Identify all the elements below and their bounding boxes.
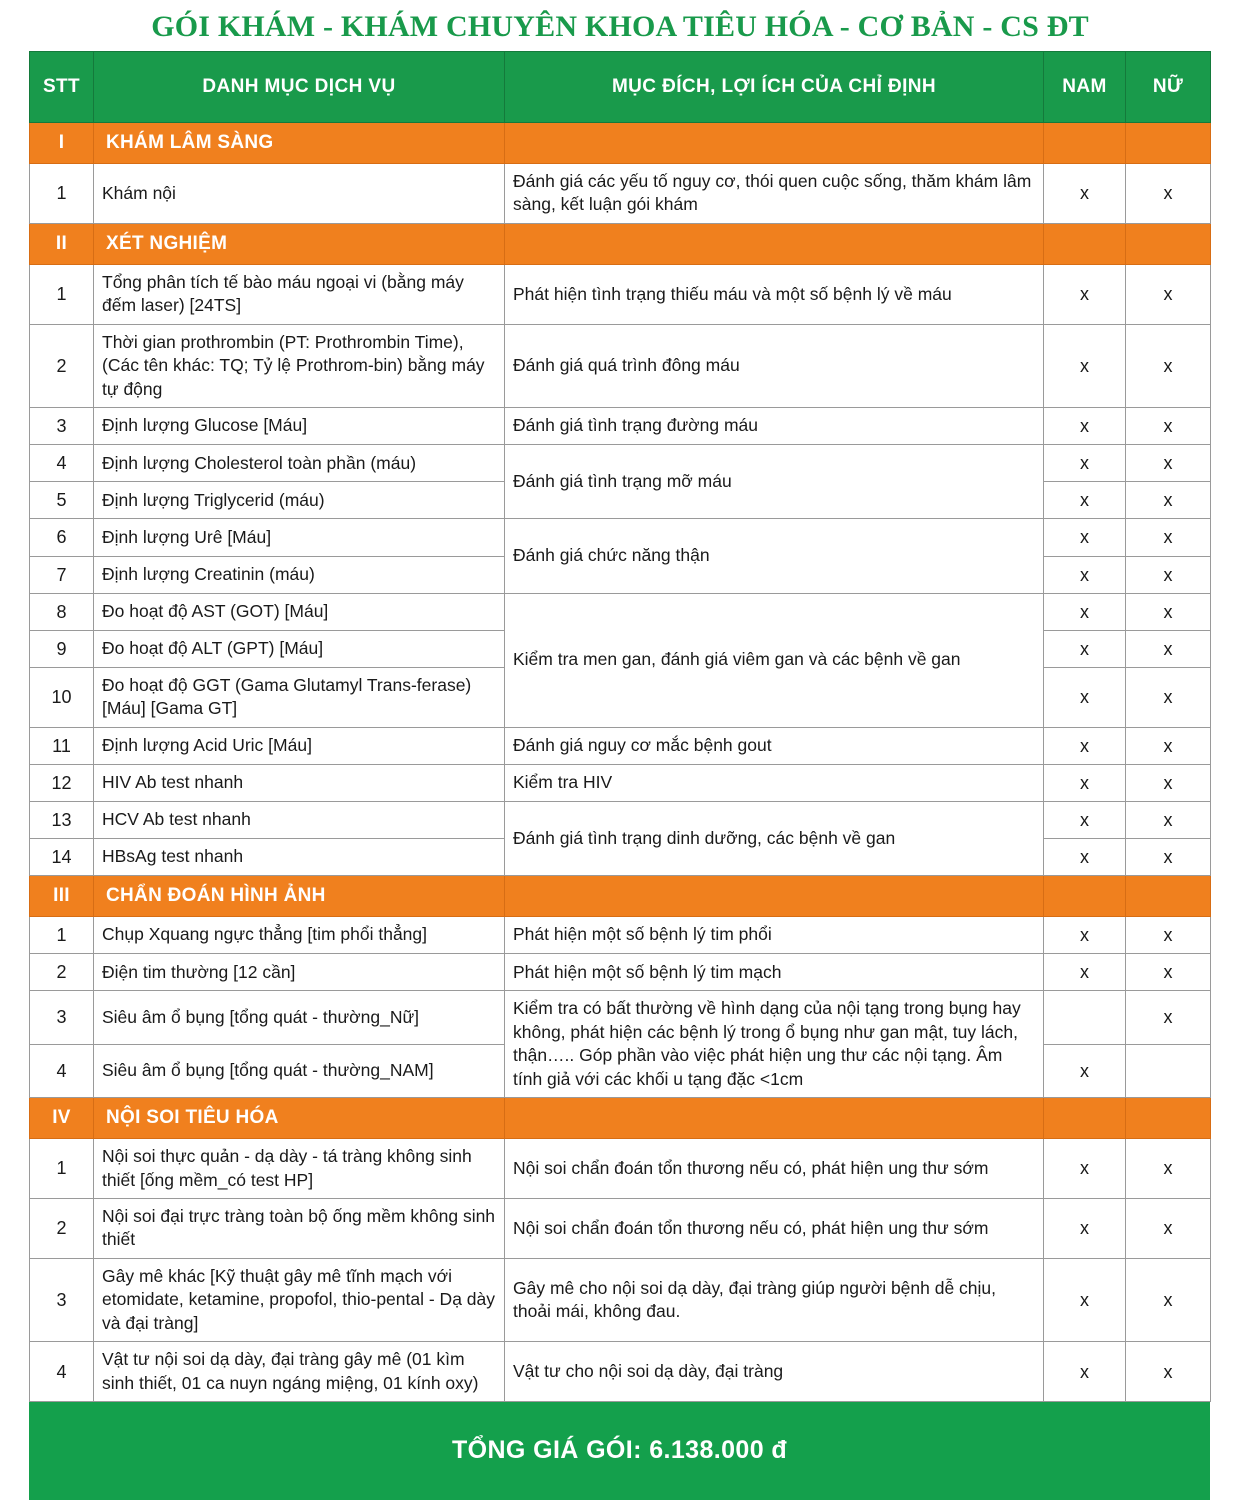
row-index-cell: 13 [30, 801, 94, 838]
service-name-cell: HCV Ab test nhanh [94, 801, 505, 838]
column-header-service: DANH MỤC DỊCH VỤ [94, 52, 505, 123]
female-mark-cell: x [1126, 917, 1211, 954]
service-name-cell: HBsAg test nhanh [94, 839, 505, 876]
section-numeral: III [30, 876, 94, 917]
row-index-cell: 12 [30, 764, 94, 801]
male-mark-cell: x [1044, 482, 1126, 519]
service-name-cell: Siêu âm ổ bụng [tổng quát - thường_NAM] [94, 1044, 505, 1097]
row-index-cell: 8 [30, 593, 94, 630]
row-index-cell: 2 [30, 1198, 94, 1258]
purpose-cell: Đánh giá nguy cơ mắc bệnh gout [505, 727, 1044, 764]
table-row [30, 764, 1211, 801]
female-mark-cell: x [1126, 1258, 1211, 1341]
female-mark-cell: x [1126, 954, 1211, 991]
male-mark-cell: x [1044, 324, 1126, 407]
section-male-spacer [1044, 876, 1126, 917]
female-mark-cell: x [1126, 556, 1211, 593]
section-male-spacer [1044, 223, 1126, 264]
row-index-cell: 1 [30, 264, 94, 324]
row-index-cell: 9 [30, 630, 94, 667]
female-mark-cell: x [1126, 264, 1211, 324]
table-row [30, 445, 1211, 482]
female-mark-cell: x [1126, 1342, 1211, 1402]
column-header-purpose: MỤC ĐÍCH, LỢI ÍCH CỦA CHỈ ĐỊNH [505, 52, 1044, 123]
row-index-cell: 3 [30, 408, 94, 445]
male-mark-cell: x [1044, 954, 1126, 991]
service-name-cell: HIV Ab test nhanh [94, 764, 505, 801]
package-table [29, 51, 1211, 1402]
row-index-cell: 4 [30, 445, 94, 482]
female-mark-cell: x [1126, 727, 1211, 764]
table-row [30, 1139, 1211, 1199]
purpose-cell: Đánh giá chức năng thận [505, 519, 1044, 593]
female-mark-cell: x [1126, 1139, 1211, 1199]
section-female-spacer [1126, 876, 1211, 917]
section-label: KHÁM LÂM SÀNG [94, 123, 505, 164]
female-mark-cell: x [1126, 164, 1211, 224]
section-header-row [30, 1098, 1211, 1139]
row-index-cell: 4 [30, 1342, 94, 1402]
male-mark-cell: x [1044, 1342, 1126, 1402]
column-header-stt: STT [30, 52, 94, 123]
purpose-cell: Nội soi chẩn đoán tổn thương nếu có, phát hiện ung thư sớm [505, 1198, 1044, 1258]
purpose-cell: Vật tư cho nội soi dạ dày, đại tràng [505, 1342, 1044, 1402]
service-name-cell: Khám nội [94, 164, 505, 224]
row-index-cell: 11 [30, 727, 94, 764]
service-name-cell: Điện tim thường [12 cần] [94, 954, 505, 991]
service-name-cell: Nội soi thực quản - dạ dày - tá tràng không sinh thiết [ống mềm_có test HP] [94, 1139, 505, 1199]
table-row [30, 519, 1211, 556]
male-mark-cell: x [1044, 1258, 1126, 1341]
male-mark-cell: x [1044, 667, 1126, 727]
column-header-female: NỮ [1126, 52, 1211, 123]
purpose-cell: Đánh giá các yếu tố nguy cơ, thói quen cuộc sống, thăm khám lâm sàng, kết luận gói khám [505, 164, 1044, 224]
row-index-cell: 2 [30, 954, 94, 991]
service-name-cell: Gây mê khác [Kỹ thuật gây mê tĩnh mạch với etomidate, ketamine, propofol, thio-pental - Dạ dày và đại tràng] [94, 1258, 505, 1341]
total-price-banner [29, 1402, 1210, 1500]
section-header-row [30, 123, 1211, 164]
female-mark-cell: x [1126, 839, 1211, 876]
section-male-spacer [1044, 1098, 1126, 1139]
purpose-cell: Đánh giá tình trạng đường máu [505, 408, 1044, 445]
table-row [30, 164, 1211, 224]
female-mark-cell: x [1126, 667, 1211, 727]
section-purpose-spacer [505, 1098, 1044, 1139]
female-mark-cell: x [1126, 593, 1211, 630]
table-row [30, 727, 1211, 764]
column-header-male: NAM [1044, 52, 1126, 123]
section-female-spacer [1126, 223, 1211, 264]
row-index-cell: 3 [30, 1258, 94, 1341]
female-mark-cell: x [1126, 445, 1211, 482]
male-mark-cell: x [1044, 764, 1126, 801]
section-numeral: II [30, 223, 94, 264]
table-row [30, 1342, 1211, 1402]
section-label: CHẨN ĐOÁN HÌNH ẢNH [94, 876, 505, 917]
female-mark-cell: x [1126, 519, 1211, 556]
service-name-cell: Chụp Xquang ngực thẳng [tim phổi thẳng] [94, 917, 505, 954]
section-purpose-spacer [505, 876, 1044, 917]
table-body [30, 123, 1211, 1402]
table-row [30, 917, 1211, 954]
service-name-cell: Định lượng Glucose [Máu] [94, 408, 505, 445]
service-name-cell: Thời gian prothrombin (PT: Prothrombin Time), (Các tên khác: TQ; Tỷ lệ Prothrom-bin) bằng máy tự động [94, 324, 505, 407]
purpose-cell: Phát hiện một số bệnh lý tim phổi [505, 917, 1044, 954]
section-header-row [30, 223, 1211, 264]
table-row [30, 954, 1211, 991]
purpose-cell: Phát hiện tình trạng thiếu máu và một số bệnh lý về máu [505, 264, 1044, 324]
section-female-spacer [1126, 123, 1211, 164]
table-row [30, 593, 1211, 630]
purpose-cell: Đánh giá tình trạng mỡ máu [505, 445, 1044, 519]
table-row [30, 264, 1211, 324]
row-index-cell: 6 [30, 519, 94, 556]
male-mark-cell [1044, 991, 1126, 1044]
male-mark-cell: x [1044, 519, 1126, 556]
purpose-cell: Kiểm tra HIV [505, 764, 1044, 801]
female-mark-cell [1126, 1044, 1211, 1097]
purpose-cell: Kiểm tra có bất thường về hình dạng của nội tạng trong bụng hay không, phát hiện các bệnh lý trong ổ bụng như gan mật, tuy lách, thận….. Góp phần vào việc phát hiện ung thư các nội tạng. Âm tính giả với các khối u tạng đặc <1cm [505, 991, 1044, 1098]
service-name-cell: Định lượng Creatinin (máu) [94, 556, 505, 593]
row-index-cell: 2 [30, 324, 94, 407]
male-mark-cell: x [1044, 408, 1126, 445]
row-index-cell: 1 [30, 917, 94, 954]
page-title: GÓI KHÁM - KHÁM CHUYÊN KHOA TIÊU HÓA - CƠ BẢN - CS ĐT [151, 10, 1089, 43]
purpose-cell: Nội soi chẩn đoán tổn thương nếu có, phát hiện ung thư sớm [505, 1139, 1044, 1199]
table-row [30, 991, 1211, 1044]
purpose-cell: Phát hiện một số bệnh lý tim mạch [505, 954, 1044, 991]
header-row [30, 52, 1211, 123]
male-mark-cell: x [1044, 839, 1126, 876]
service-name-cell: Định lượng Triglycerid (máu) [94, 482, 505, 519]
service-name-cell: Nội soi đại trực tràng toàn bộ ống mềm không sinh thiết [94, 1198, 505, 1258]
purpose-cell: Kiểm tra men gan, đánh giá viêm gan và các bệnh về gan [505, 593, 1044, 727]
female-mark-cell: x [1126, 482, 1211, 519]
table-row [30, 801, 1211, 838]
service-name-cell: Đo hoạt độ AST (GOT) [Máu] [94, 593, 505, 630]
male-mark-cell: x [1044, 556, 1126, 593]
female-mark-cell: x [1126, 408, 1211, 445]
purpose-cell: Đánh giá tình trạng dinh dưỡng, các bệnh về gan [505, 801, 1044, 875]
male-mark-cell: x [1044, 727, 1126, 764]
section-purpose-spacer [505, 223, 1044, 264]
female-mark-cell: x [1126, 630, 1211, 667]
female-mark-cell: x [1126, 991, 1211, 1044]
table-row [30, 1198, 1211, 1258]
male-mark-cell: x [1044, 801, 1126, 838]
male-mark-cell: x [1044, 1198, 1126, 1258]
section-label: NỘI SOI TIÊU HÓA [94, 1098, 505, 1139]
section-male-spacer [1044, 123, 1126, 164]
table-row [30, 1258, 1211, 1341]
male-mark-cell: x [1044, 1044, 1126, 1097]
section-female-spacer [1126, 1098, 1211, 1139]
male-mark-cell: x [1044, 445, 1126, 482]
row-index-cell: 14 [30, 839, 94, 876]
female-mark-cell: x [1126, 801, 1211, 838]
package-table-wrapper [29, 51, 1210, 1402]
service-name-cell: Đo hoạt độ ALT (GPT) [Máu] [94, 630, 505, 667]
male-mark-cell: x [1044, 630, 1126, 667]
row-index-cell: 1 [30, 1139, 94, 1199]
male-mark-cell: x [1044, 593, 1126, 630]
table-row [30, 408, 1211, 445]
row-index-cell: 7 [30, 556, 94, 593]
service-name-cell: Vật tư nội soi dạ dày, đại tràng gây mê (01 kìm sinh thiết, 01 ca nuyn ngáng miệng, 01 kính oxy) [94, 1342, 505, 1402]
row-index-cell: 4 [30, 1044, 94, 1097]
section-purpose-spacer [505, 123, 1044, 164]
service-name-cell: Định lượng Cholesterol toàn phần (máu) [94, 445, 505, 482]
male-mark-cell: x [1044, 164, 1126, 224]
total-price-label: TỔNG GIÁ GÓI: 6.138.000 đ [451, 1436, 788, 1465]
section-numeral: I [30, 123, 94, 164]
row-index-cell: 3 [30, 991, 94, 1044]
purpose-cell: Gây mê cho nội soi dạ dày, đại tràng giúp người bệnh dễ chịu, thoải mái, không đau. [505, 1258, 1044, 1341]
section-numeral: IV [30, 1098, 94, 1139]
female-mark-cell: x [1126, 1198, 1211, 1258]
female-mark-cell: x [1126, 324, 1211, 407]
service-name-cell: Định lượng Acid Uric [Máu] [94, 727, 505, 764]
row-index-cell: 10 [30, 667, 94, 727]
male-mark-cell: x [1044, 1139, 1126, 1199]
row-index-cell: 1 [30, 164, 94, 224]
service-name-cell: Siêu âm ổ bụng [tổng quát - thường_Nữ] [94, 991, 505, 1044]
section-label: XÉT NGHIỆM [94, 223, 505, 264]
section-header-row [30, 876, 1211, 917]
table-row [30, 324, 1211, 407]
male-mark-cell: x [1044, 264, 1126, 324]
service-name-cell: Định lượng Urê [Máu] [94, 519, 505, 556]
service-name-cell: Đo hoạt độ GGT (Gama Glutamyl Trans-ferase) [Máu] [Gama GT] [94, 667, 505, 727]
service-name-cell: Tổng phân tích tế bào máu ngoại vi (bằng máy đếm laser) [24TS] [94, 264, 505, 324]
purpose-cell: Đánh giá quá trình đông máu [505, 324, 1044, 407]
female-mark-cell: x [1126, 764, 1211, 801]
row-index-cell: 5 [30, 482, 94, 519]
table-header [30, 52, 1211, 123]
male-mark-cell: x [1044, 917, 1126, 954]
